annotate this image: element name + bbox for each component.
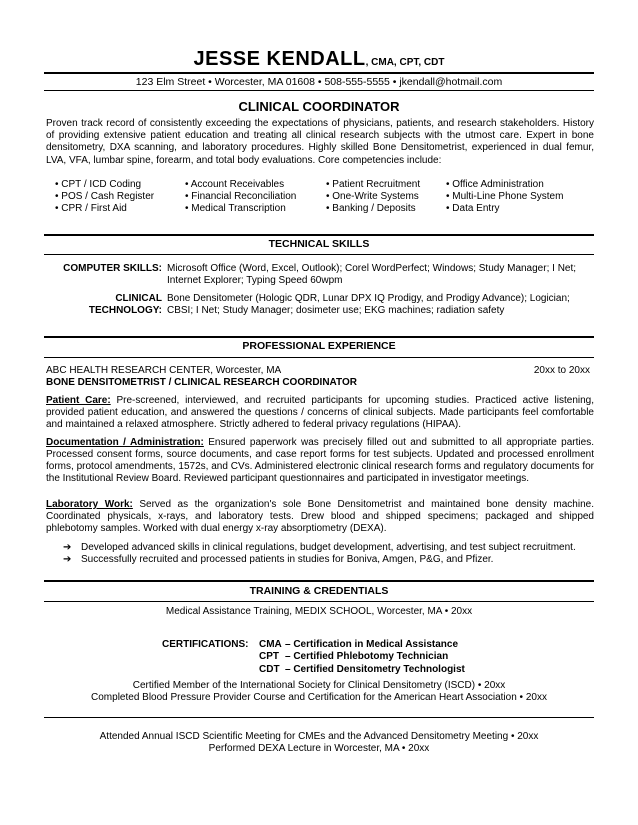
competency-item: • Multi-Line Phone System [446,191,564,203]
documentation-text: Ensured paperwork was precisely filled out and submitted to all appropriate parties. Processed consent forms, source documents, and case report forms for test subjects. Updated and processed enrollment forms, protocol amendments, 1572s, and CVs. Administered electronic clinical research forms and regulatory documents for the Institutional Review Board. Reviewed participant questionnaires and participated in investigator meetings. [46,437,594,484]
experience-heading: PROFESSIONAL EXPERIENCE [242,340,396,352]
certifications-list [259,639,465,676]
patient-care-paragraph [46,395,594,431]
achievement-text: Successfully recruited and processed patients in studies for Boniva, Amgen, P&G, and Pfizer. [81,554,494,565]
competency-item: • Financial Reconciliation [185,191,297,203]
cert-text: – Certified Densitometry Technologist [285,663,465,675]
arrow-icon: ➔ [63,542,72,553]
competency-item: • POS / Cash Register [55,191,155,203]
computer-skills-value: Microsoft Office (Word, Excel, Outlook); Corel WordPerfect; Windows; Study Manager; I Net; Internet Explorer; Typing Speed 60wpm [167,263,577,287]
cert-text: – Certification in Medical Assistance [285,639,459,650]
name-text: JESSE KENDALL [193,48,366,70]
competency-item: • Office Administration [446,179,544,190]
role-title: BONE DENSITOMETRIST / CLINICAL RESEARCH COORDINATOR [46,377,357,388]
cert-text: – Certified Phlebotomy Technician [285,651,449,663]
competency-item: • Medical Transcription [185,203,286,215]
achievement-item [63,542,576,554]
certification-item [259,651,465,663]
achievement-item [63,554,493,566]
bp-course-line: Completed Blood Pressure Provider Course and Certification for the American Heart Association • 20xx [91,692,547,703]
cert-abbr: CDT [259,663,280,675]
cert-abbr: CMA [259,639,282,650]
job-title: CLINICAL COORDINATOR [238,99,400,114]
technical-skills-heading: TECHNICAL SKILLS [268,238,370,250]
competency-column-2 [185,179,296,216]
training-line: Medical Assistance Training, MEDIX SCHOOL, Worcester, MA • 20xx [165,606,473,617]
documentation-paragraph [46,437,594,485]
patient-care-text: Pre-screened, interviewed, and recruited participants for upcoming studies. Practiced active listening, provided patient education, and answered the questions / concerns of clinical subjects. Made participants feel comfortable and maintained a relaxed atmosphere. Strictly adhered to federal privacy regulations (HIPAA). [46,395,594,430]
laboratory-label: Laboratory Work: [46,499,133,510]
certification-item [259,664,465,676]
competency-column-3 [326,179,420,216]
summary-paragraph: Proven track record of consistently exceeding the expectations of physicians, patients, and research stakeholders. History of providing extensive patient education and treating all clinical research subjects with the utmost care. Expert in bone densitometry, DXA scanning, and laboratory procedures. Highly skilled Bone Densitometrist, experienced in dual femur, LVA, VFA, lumbar spine, forearm, and total body evaluations. Core competencies include: [46,118,594,166]
competency-column-1 [55,179,154,216]
competency-item: • Account Receivables [185,179,285,190]
competency-item: • Banking / Deposits [326,203,416,215]
contact-rule [44,90,594,91]
name-credentials: , CMA, CPT, CDT [365,57,445,68]
candidate-name [0,47,638,75]
certification-item [259,639,465,651]
section-rule [44,717,594,718]
competency-item: • Patient Recruitment [326,179,421,190]
training-heading: TRAINING & CREDENTIALS [249,585,389,597]
patient-care-label: Patient Care: [46,395,111,406]
clinical-technology-label: CLINICAL TECHNOLOGY: [88,293,162,317]
achievement-text: Developed advanced skills in clinical regulations, budget development, advertising, and test subject recruitment. [81,542,576,553]
certifications-label: CERTIFICATIONS: [162,639,249,650]
dexa-lecture-line: Performed DEXA Lecture in Worcester, MA • 20xx [208,743,430,754]
employment-dates: 20xx to 20xx [533,365,590,376]
competency-item: • CPT / ICD Coding [55,179,142,190]
employer-line: ABC HEALTH RESEARCH CENTER, Worcester, MA [46,365,282,376]
computer-skills-label: COMPUTER SKILLS: [63,263,162,274]
cert-abbr: CPT [259,651,279,663]
iscd-member-line: Certified Member of the International Society for Clinical Densitometry (ISCD) • 20xx [132,680,506,691]
documentation-label: Documentation / Administration: [46,437,204,448]
laboratory-text: Served as the organization's sole Bone Densitometrist and maintained bone density machine. Coordinated physicals, x-rays, and laboratory tests. Drew blood and shipped specimens; packaged and shipped phlebotomy samples. Worked with dual energy x-ray absorptiometry (DEXA). [46,499,594,534]
arrow-icon: ➔ [63,554,72,565]
iscd-meeting-line: Attended Annual ISCD Scientific Meeting for CMEs and the Advanced Densitometry Meeting • 20xx [99,731,539,742]
section-rule [44,254,594,255]
competency-item: • Data Entry [446,203,500,215]
section-rule [44,601,594,602]
competency-column-4 [446,179,563,216]
competency-item: • CPR / First Aid [55,203,127,215]
laboratory-paragraph [46,499,594,535]
header-rule [44,72,594,74]
section-rule [44,580,594,582]
section-rule [44,357,594,358]
section-rule [44,336,594,338]
competency-item: • One-Write Systems [326,191,419,203]
section-rule [44,234,594,236]
contact-line: 123 Elm Street • Worcester, MA 01608 • 508-555-5555 • jkendall@hotmail.com [135,76,503,88]
clinical-technology-value: Bone Densitometer (Hologic QDR, Lunar DPX IQ Prodigy, and Prodigy Advance); Logician; CBSI; I Net; Study Manager; dosimeter use; EKG machines; radiation safety [167,293,570,317]
